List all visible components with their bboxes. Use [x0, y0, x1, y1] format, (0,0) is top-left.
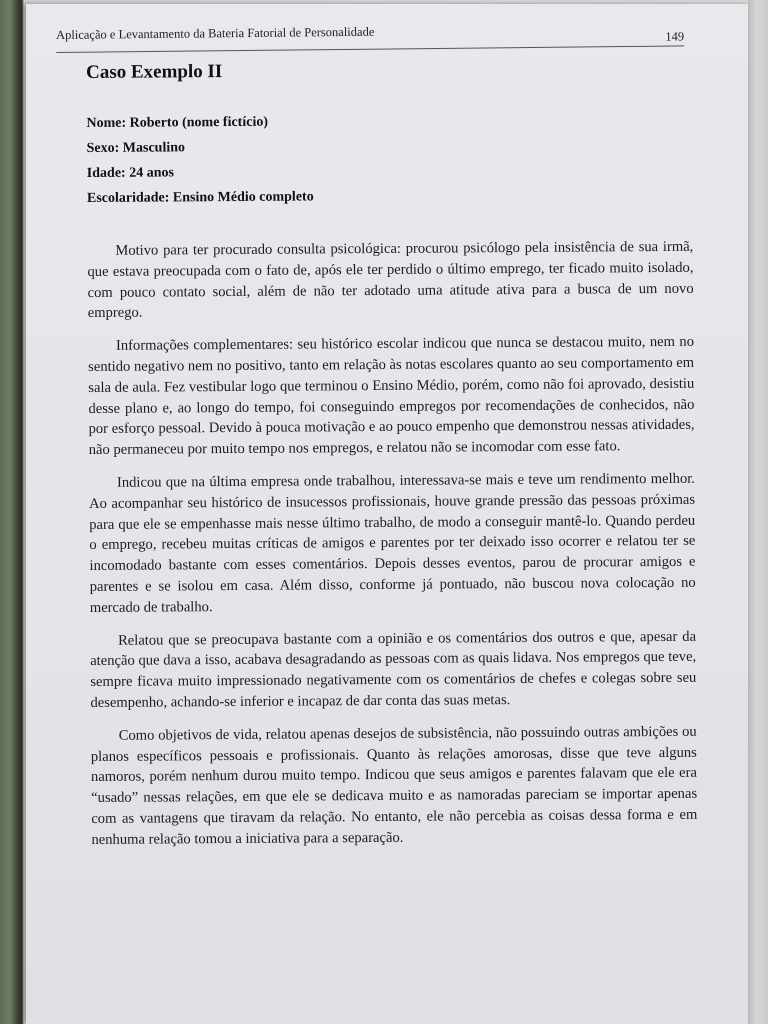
- page-stack-edge: [748, 0, 768, 1024]
- case-info-name: Nome: Roberto (nome fictício): [86, 114, 269, 131]
- case-info: [86, 107, 693, 211]
- paragraph-last-job: Indicou que na última empresa onde trabalhou, interessava-se mais e teve um rendimento melhor. Ao acompanhar seu histórico de insucessos profissionais, houve grande pressão das pessoas próximas para que ele se empenhasse mais nesse último trabalho, de modo a conseguir mantê-lo. Quando perdeu o emprego, recebeu muitas críticas de amigos e parentes por ter deixado isso ocorrer e relatou ter se incomodado bastante com esses comentários. Depois desses eventos, parou de procurar amigos e parentes e se isolou em casa. Além disso, conforme já pontuado, não buscou nova colocação no mercado de trabalho.: [89, 470, 696, 616]
- header-rule: [56, 45, 684, 53]
- paragraph-motive: Motivo para ter procurado consulta psicológica: procurou psicólogo pela insistência de sua irmã, que estava preocupada com o fato de, após ele ter perdido o último emprego, ter ficado muito isolado, com pouco contato social, além de não ter adotado uma atitude ativa para a busca de um novo emprego.: [87, 238, 694, 322]
- running-header: [56, 21, 685, 44]
- page-content: [86, 58, 698, 863]
- case-info-age: Idade: 24 anos: [86, 165, 174, 181]
- paragraph-life-goals: Como objetivos de vida, relatou apenas desejos de subsistência, não possuindo outras ambições ou planos específicos pessoais e profissionais. Quanto às relações amorosas, disse que teve alguns namoros, porém nenhum durou muito tempo. Indicou que seus amigos e parentes falavam que ele era “usado” nessas relações, em que ele se dedicava muito e as namoradas pareciam se importar apenas com as vantagens que tiravam da relação. No entanto, ele não percebia as coisas dessa forma e em nenhuma relação tomou a iniciativa para a separação.: [90, 723, 698, 848]
- book-page: [26, 4, 748, 1024]
- case-info-sex: Sexo: Masculino: [86, 140, 186, 156]
- section-title: Caso Exemplo II: [86, 61, 223, 83]
- page-number: 149: [665, 29, 685, 44]
- paragraph-opinion-concerns: Relatou que se preocupava bastante com a opinião e os comentários dos outros e que, apesar da atenção que dava a isso, acabava desagradando as pessoas com as quais lidava. Nos empregos que teve, sempre ficava muito impressionado negativamente com os comentários de chefes e colegas sobre seu desempenho, achando-se inferior e incapaz de dar conta das suas metas.: [90, 628, 697, 711]
- paragraph-complementary-info: Informações complementares: seu histórico escolar indicou que nunca se destacou muito, nem no sentido negativo nem no positivo, tanto em relação às notas escolares quanto ao seu comportamento em sala de aula. Fez vestibular logo que terminou o Ensino Médio, porém, como não foi aprovado, desistiu desse plano e, ao longo do tempo, foi conseguindo empregos por recomendações de conhecidos, não por esforço pessoal. Devido à pouca motivação e ao pouco empenho que demonstrou nessas atividades, não permaneceu por muito tempo nos empregos, e relatou não se incomodar com esse fato.: [88, 333, 695, 459]
- running-header-title: Aplicação e Levantamento da Bateria Fatorial de Personalidade: [56, 24, 375, 42]
- case-info-education: Escolaridade: Ensino Médio completo: [86, 189, 314, 206]
